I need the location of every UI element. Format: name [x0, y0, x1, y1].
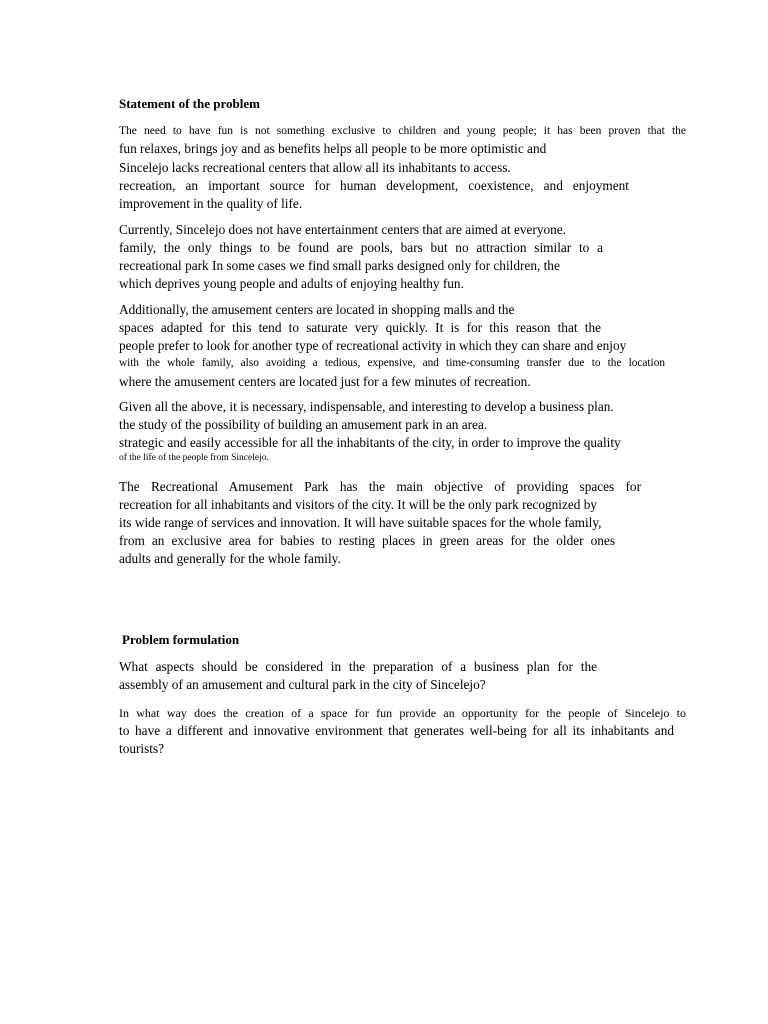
- paragraph-line: Currently, Sincelejo does not have entertainment centers that are aimed at everyone.: [119, 222, 566, 237]
- paragraph-line: to have a different and innovative environment that generates well-being for all its inhabitants and: [119, 723, 674, 738]
- question-1: [119, 658, 597, 694]
- paragraph-line: with the whole family, also avoiding a tedious, expensive, and time-consuming transfer due to the location: [119, 357, 665, 369]
- paragraph-line: its wide range of services and innovation. It will have suitable spaces for the whole family,: [119, 515, 602, 530]
- paragraph-line: The Recreational Amusement Park has the main objective of providing spaces for: [119, 479, 641, 494]
- paragraph-line: people prefer to look for another type of recreational activity in which they can share and enjoy: [119, 338, 627, 353]
- paragraph-1: [119, 123, 686, 213]
- paragraph-5: [119, 478, 641, 568]
- paragraph-line: the study of the possibility of building an amusement park in an area.: [119, 417, 488, 432]
- paragraph-line: family, the only things to be found are pools, bars but no attraction similar to a: [119, 240, 603, 255]
- paragraph-line: In what way does the creation of a space for fun provide an opportunity for the people of Sincelejo to: [119, 706, 686, 720]
- paragraph-line: tourists?: [119, 741, 165, 756]
- paragraph-line: assembly of an amusement and cultural park in the city of Sincelejo?: [119, 677, 486, 692]
- paragraph-line: spaces adapted for this tend to saturate very quickly. It is for this reason that the: [119, 320, 601, 335]
- paragraph-line: which deprives young people and adults of enjoying healthy fun.: [119, 276, 464, 291]
- paragraph-3: [119, 301, 665, 391]
- paragraph-line: of the life of the people from Sincelejo.: [119, 453, 269, 463]
- question-2: [119, 704, 686, 758]
- paragraph-line: from an exclusive area for babies to resting places in green areas for the older ones: [119, 533, 615, 548]
- paragraph-line: where the amusement centers are located just for a few minutes of recreation.: [119, 374, 531, 389]
- paragraph-line: recreational park In some cases we find small parks designed only for children, the: [119, 258, 560, 273]
- paragraph-4: [119, 398, 621, 465]
- section-heading-statement: Statement of the problem: [119, 96, 260, 111]
- paragraph-line: recreation, an important source for human development, coexistence, and enjoyment: [119, 178, 629, 193]
- paragraph-line: Given all the above, it is necessary, indispensable, and interesting to develop a business plan.: [119, 399, 614, 414]
- paragraph-line: recreation for all inhabitants and visitors of the city. It will be the only park recognized by: [119, 497, 598, 512]
- paragraph-line: fun relaxes, brings joy and as benefits helps all people to be more optimistic and: [119, 141, 547, 156]
- paragraph-line: The need to have fun is not something exclusive to children and young people; it has been proven that the: [119, 125, 686, 137]
- paragraph-line: adults and generally for the whole family.: [119, 551, 341, 566]
- section-heading-problem-formulation: Problem formulation: [122, 632, 240, 647]
- paragraph-line: Additionally, the amusement centers are located in shopping malls and the: [119, 302, 515, 317]
- paragraph-line: improvement in the quality of life.: [119, 196, 303, 211]
- paragraph-line: strategic and easily accessible for all the inhabitants of the city, in order to improve the quality: [119, 435, 621, 450]
- paragraph-2: [119, 221, 603, 293]
- paragraph-line: Sincelejo lacks recreational centers that allow all its inhabitants to access.: [119, 160, 511, 175]
- paragraph-line: What aspects should be considered in the preparation of a business plan for the: [119, 659, 597, 674]
